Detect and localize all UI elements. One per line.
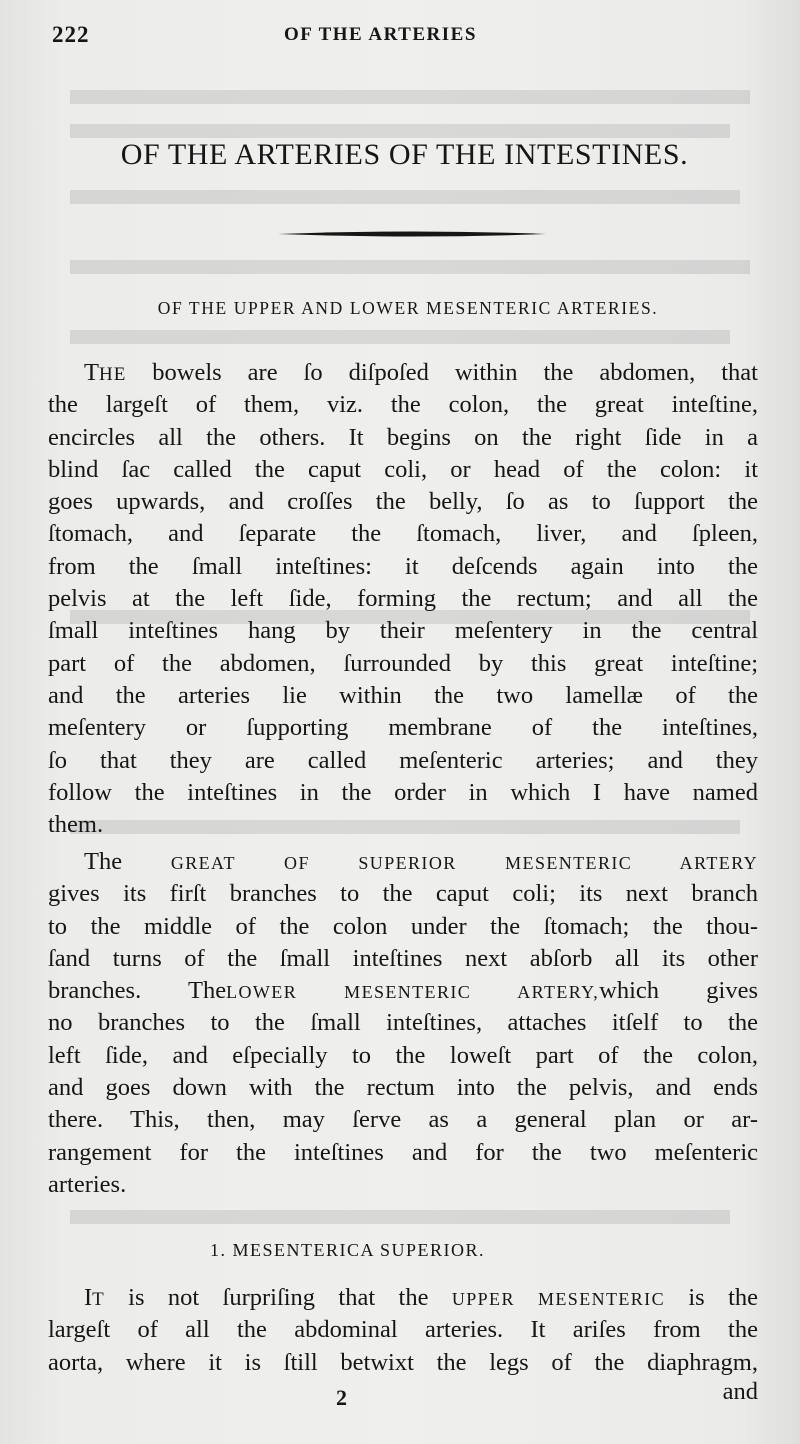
- text-line: meſentery or ſupporting membrane of the inteſtines,: [48, 714, 758, 742]
- text-line: the largeſt of them, viz. the colon, the great inteſtine,: [48, 391, 758, 419]
- text-line: gives its firſt branches to the caput coli; its next branch: [48, 880, 758, 908]
- running-header: [52, 22, 757, 54]
- text-line: no branches to the ſmall inteſtines, attaches itſelf to the: [48, 1009, 758, 1037]
- paragraph-2-line-5: branches. TheLOWER MESENTERIC ARTERY,which gives: [48, 977, 759, 1005]
- text-line: pelvis at the left ſide, forming the rectum; and all the: [48, 585, 758, 613]
- signature-mark: 2: [336, 1385, 347, 1410]
- rule-shape: [278, 230, 546, 238]
- text-line: and goes down with the rectum into the pelvis, and ends: [48, 1074, 758, 1102]
- text-line: aorta, where it is ſtill betwixt the legs of the diaphragm,: [48, 1348, 758, 1376]
- text-line: to the middle of the colon under the ſtomach; the thou-: [48, 912, 758, 940]
- section-subtitle: OF THE UPPER AND LOWER MESENTERIC ARTERIES.: [157, 298, 659, 318]
- text-line: THE bowels are ſo diſpoſed within the abdomen, that: [84, 359, 758, 386]
- section-heading: 1. MESENTERICA SUPERIOR.: [210, 1240, 486, 1260]
- text-line: largeſt of all the abdominal arteries. It ariſes from the: [48, 1316, 758, 1344]
- text-line: left ſide, and eſpecially to the loweſt part of the colon,: [48, 1041, 758, 1069]
- text-line: from the ſmall inteſtines: it deſcends again into the: [48, 552, 758, 580]
- paragraph-2: [48, 846, 758, 1201]
- chapter-title: OF THE ARTERIES OF THE INTESTINES.: [120, 138, 689, 171]
- text-line: encircles all the others. It begins on the right ſide in a: [48, 423, 758, 451]
- text-line: follow the inteſtines in the order in which I have named: [48, 778, 758, 806]
- text-line: there. This, then, may ſerve as a general plan or ar-: [48, 1106, 758, 1134]
- catchword: and: [722, 1378, 758, 1405]
- paragraph-1: [48, 357, 758, 841]
- paragraph-3-line-1: IT is not ſurpriſing that the UPPER MESENTERIC is the: [84, 1284, 759, 1311]
- text-line: rangement for the inteſtines and for the two meſenteric: [48, 1138, 758, 1166]
- text-line: ſo that they are called meſenteric arteries; and they: [48, 746, 758, 774]
- page-number: 222: [52, 22, 90, 47]
- text-line: them.: [48, 811, 104, 839]
- text-line: and the arteries lie within the two lamellæ of the: [48, 681, 758, 709]
- text-line: goes upwards, and croſſes the belly, ſo as to ſupport the: [48, 488, 758, 516]
- ornamental-rule: [278, 230, 546, 238]
- text-line: ſtomach, and ſeparate the ſtomach, liver, and ſpleen,: [48, 520, 758, 548]
- text-line: blind ſac called the caput coli, or head of the colon: it: [48, 455, 758, 483]
- text-line: ſand turns of the ſmall inteſtines next abſorb all its other: [48, 944, 758, 972]
- text-line: arteries.: [48, 1170, 127, 1198]
- running-head: OF THE ARTERIES: [284, 24, 477, 45]
- text-line: ſmall inteſtines hang by their meſentery in the central: [48, 617, 758, 645]
- paragraph-2-line-1: The GREAT OF SUPERIOR MESENTERIC ARTERY: [84, 848, 759, 875]
- paragraph-3: [48, 1282, 758, 1379]
- text-line: part of the abdomen, ſurrounded by this great inteſtine;: [48, 649, 758, 677]
